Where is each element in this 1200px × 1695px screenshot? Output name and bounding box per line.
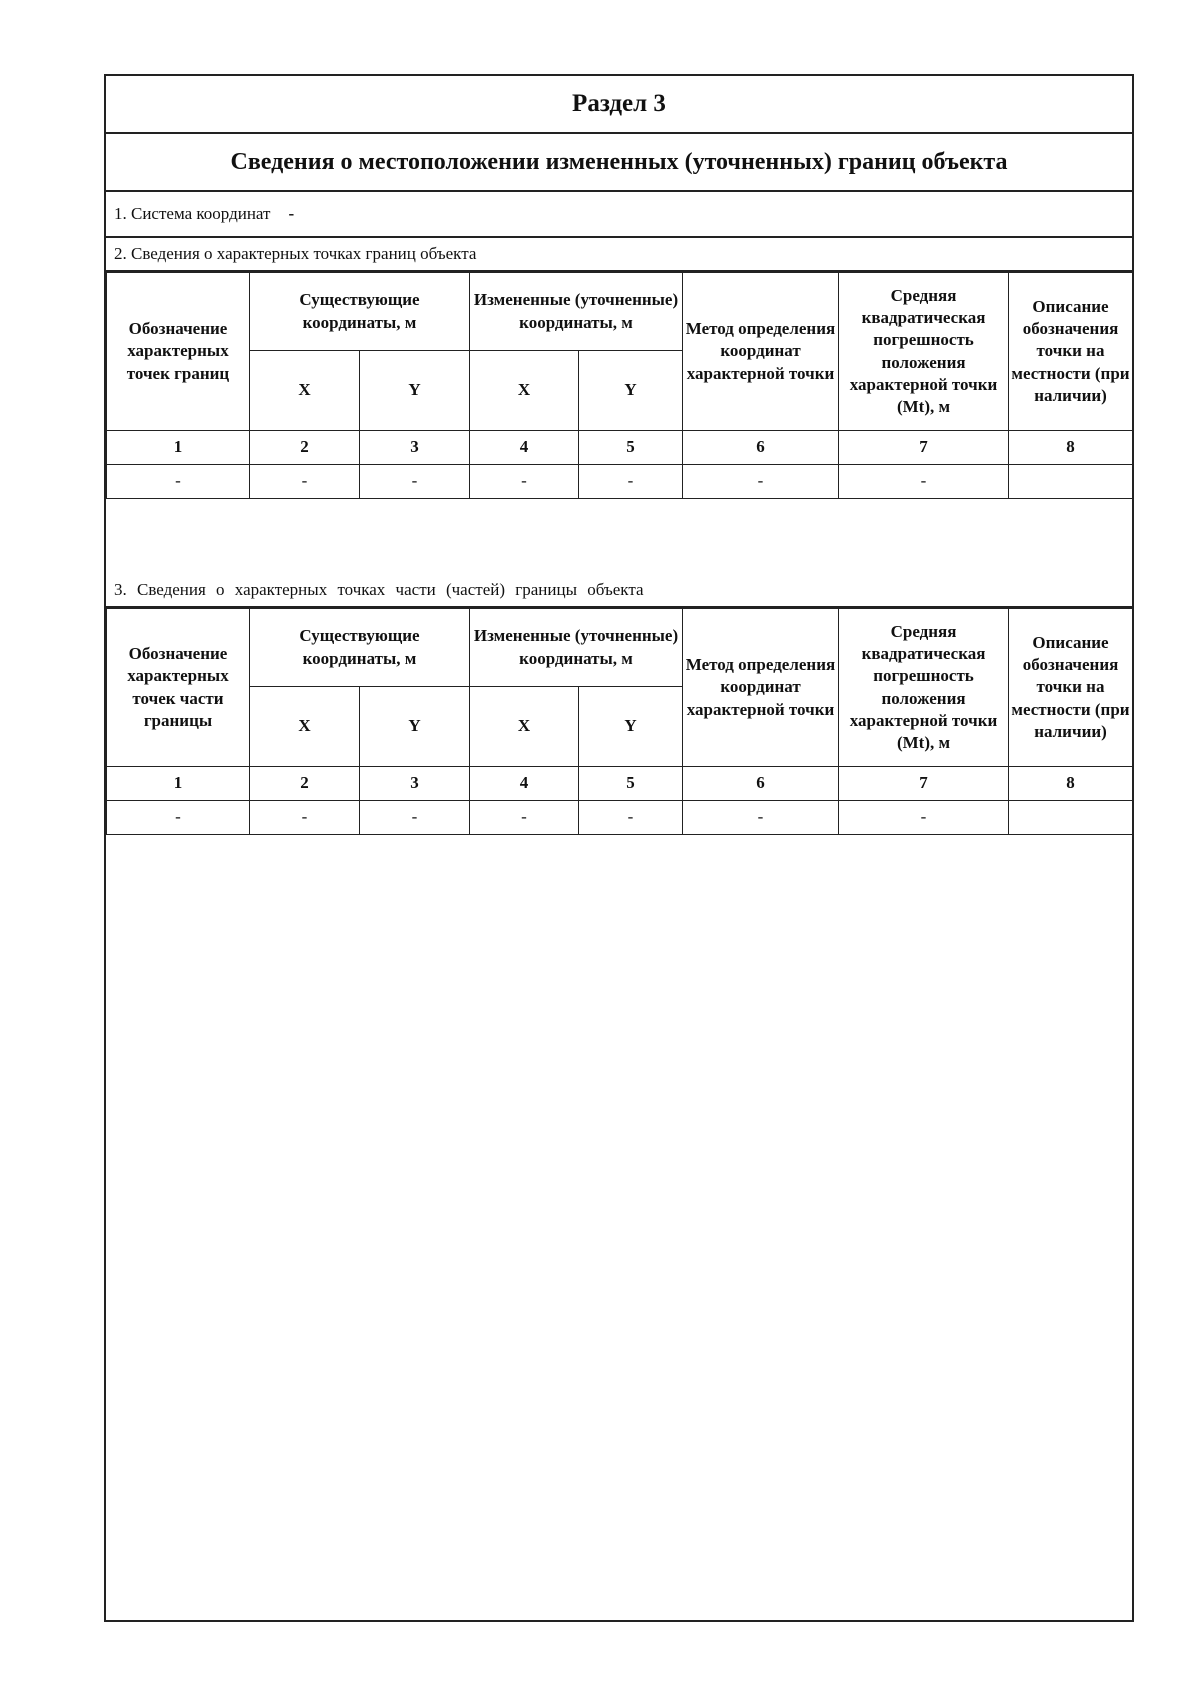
- header-changed-coords: Измененные (уточненные) координаты, м: [470, 273, 683, 351]
- table-cell: [1009, 801, 1133, 835]
- header-error: Средняя квадратическая погрешность положения характерной точки (Mt), м: [839, 273, 1009, 431]
- table-cell: -: [683, 465, 839, 499]
- table-cell: [1009, 465, 1133, 499]
- col-number: 1: [107, 767, 250, 801]
- table1-caption: 2. Сведения о характерных точках границ объекта: [106, 238, 1132, 272]
- header-description: Описание обозначения точки на местности (при наличии): [1009, 273, 1133, 431]
- table-cell: -: [107, 465, 250, 499]
- table-cell: -: [579, 801, 683, 835]
- header-changed-x: X: [470, 687, 579, 767]
- header-designation: Обозначение характерных точек части границы: [107, 609, 250, 767]
- col-number: 2: [250, 767, 360, 801]
- header-changed-coords: Измененные (уточненные) координаты, м: [470, 609, 683, 687]
- header-existing-coords: Существующие координаты, м: [250, 609, 470, 687]
- header-changed-y: Y: [579, 351, 683, 431]
- table-cell: -: [107, 801, 250, 835]
- column-numbers-row: [107, 431, 1133, 465]
- header-existing-x: X: [250, 351, 360, 431]
- col-number: 4: [470, 431, 579, 465]
- table-cell: -: [579, 465, 683, 499]
- col-number: 3: [360, 767, 470, 801]
- col-number: 4: [470, 767, 579, 801]
- header-designation: Обозначение характерных точек границ: [107, 273, 250, 431]
- col-number: 5: [579, 767, 683, 801]
- header-existing-y: Y: [360, 687, 470, 767]
- col-number: 6: [683, 431, 839, 465]
- section-subtitle: Сведения о местоположении измененных (уточненных) границ объекта: [106, 134, 1132, 192]
- col-number: 8: [1009, 431, 1133, 465]
- coord-system-value: -: [288, 204, 295, 223]
- table-cell: -: [839, 465, 1009, 499]
- coord-system-label: 1. Система координат: [114, 204, 271, 223]
- col-number: 1: [107, 431, 250, 465]
- table-cell: -: [683, 801, 839, 835]
- table-cell: -: [839, 801, 1009, 835]
- header-method: Метод определения координат характерной точки: [683, 609, 839, 767]
- table-cell: -: [250, 465, 360, 499]
- header-changed-x: X: [470, 351, 579, 431]
- table2-caption: 3. Сведения о характерных точках части (частей) границы объекта: [106, 574, 1132, 608]
- header-changed-y: Y: [579, 687, 683, 767]
- table-cell: -: [360, 801, 470, 835]
- col-number: 7: [839, 767, 1009, 801]
- col-number: 8: [1009, 767, 1133, 801]
- header-existing-coords: Существующие координаты, м: [250, 273, 470, 351]
- header-description: Описание обозначения точки на местности (при наличии): [1009, 609, 1133, 767]
- header-existing-x: X: [250, 687, 360, 767]
- section-title: Раздел 3: [106, 76, 1132, 134]
- part-boundary-points-table: [106, 608, 1133, 835]
- header-error: Средняя квадратическая погрешность положения характерной точки (Mt), м: [839, 609, 1009, 767]
- col-number: 6: [683, 767, 839, 801]
- table-cell: -: [250, 801, 360, 835]
- table-cell: -: [470, 465, 579, 499]
- col-number: 7: [839, 431, 1009, 465]
- col-number: 3: [360, 431, 470, 465]
- table-row: [107, 801, 1133, 835]
- column-numbers-row: [107, 767, 1133, 801]
- boundary-points-table: [106, 272, 1133, 499]
- document-frame: [104, 74, 1134, 1622]
- col-number: 2: [250, 431, 360, 465]
- header-method: Метод определения координат характерной точки: [683, 273, 839, 431]
- col-number: 5: [579, 431, 683, 465]
- coord-system-line: [106, 192, 1132, 238]
- table-cell: -: [360, 465, 470, 499]
- table-row: [107, 465, 1133, 499]
- header-existing-y: Y: [360, 351, 470, 431]
- table-cell: -: [470, 801, 579, 835]
